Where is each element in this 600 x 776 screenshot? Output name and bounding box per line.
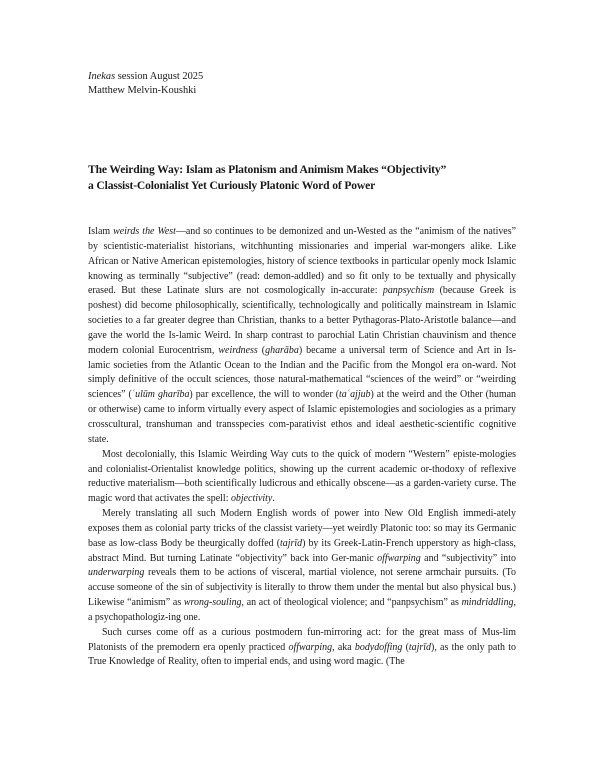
italic-term: mindriddling bbox=[461, 597, 514, 609]
text-run: and “subjectivity” into bbox=[420, 552, 516, 564]
session-line bbox=[88, 70, 203, 84]
italic-term: wrong-souling bbox=[183, 597, 242, 609]
author-name: Matthew Melvin-Koushki bbox=[88, 85, 197, 96]
text-run: ) par excellence, the will to wonder ( bbox=[189, 389, 340, 401]
paper-title bbox=[88, 162, 528, 194]
title-line-2: a Classist-Colonialist Yet Curiously Platonic Word of Power bbox=[88, 179, 376, 192]
text-run: . bbox=[272, 493, 275, 505]
text-run: , an act of theological violence; and “panpsychism” as bbox=[241, 597, 462, 609]
paragraph-2 bbox=[88, 448, 516, 507]
paragraph-3 bbox=[88, 507, 516, 626]
text-run: ) became a universal term of Science and Art in Is-lamic societies from the Atlantic Ocean to the Indian and the Pacific from the Mongol era on-ward. Not simply definitive of the occult sciences, those natural-mathematical “sciences of the weird” or “weirding sciences” ( bbox=[88, 344, 517, 401]
paragraph-4 bbox=[88, 626, 516, 671]
session-date: session August 2025 bbox=[115, 71, 204, 82]
italic-term: offwarping bbox=[377, 552, 421, 564]
paragraph-1 bbox=[88, 225, 516, 448]
text-run: Merely translating all such Modern English words of power into New Old English immedi-ately exposes them as colonial party tricks of the classist variety—yet weirdly Platonic too: so may its Germanic base as low-class Body be theurgically doffed ( bbox=[88, 508, 516, 549]
text-run: Such curses come off as a curious postmodern fun-mirroring act: for the great mass of Mus-lim Platonists of the premodern era openly practiced bbox=[88, 626, 516, 653]
text-run: ) at the weird and the Other (human or otherwise) came to inform virtually every aspect of Islamic epistemologies and sociologies as a primary crosscultural, transhuman and transspecies com-parativist ethos and ideal aesthetic-scientific cognitive state. bbox=[88, 389, 517, 445]
session-name: Inekas bbox=[88, 71, 116, 82]
text-run: ( bbox=[257, 344, 266, 356]
italic-term: bodydoffing bbox=[354, 641, 403, 653]
italic-term: weirds the West bbox=[113, 226, 176, 237]
text-run: (because Greek is poshest) did become philosophically, scientifically, technologically and politically mainstream in Islamic societies to a far greater degree than Christian, thanks to a better Pythagoras-Plato-Aristotle balance—and gave the world the Is-lamic Weird. In sharp contrast to parochial Latin Christian chauvinism and thence modern colonial Eurocentrism, bbox=[88, 285, 516, 356]
italic-term: tajrīd bbox=[280, 537, 303, 549]
body-text bbox=[88, 225, 516, 670]
italic-term: underwarping bbox=[88, 567, 145, 579]
text-run: —and so continues to be demonized and un-Wested as the “animism of the natives” by scientistic-materialist historians, witchhunting missionaries and imperial war-mongers alike. Like African or Native American epistemologies, history of science textbooks in particular openly mock Islamic knowing as terminally “subjective” (read: demon-addled) and so fit only to be textually and physically erased. But these Latinate slurs are not cosmologically in-accurate: bbox=[88, 226, 516, 297]
italic-term: tajrīd bbox=[408, 641, 432, 653]
italic-term: offwarping bbox=[288, 641, 333, 653]
text-run: reveals them to be actions of visceral, martial violence, not serene armchair pursuits. (To accuse someone of the sin of subjectivity is literally to throw them under the mental but also physical bus.) Likewise “animism” as bbox=[88, 567, 516, 609]
italic-term: weirdness bbox=[218, 344, 258, 356]
italic-term: taʿajjub bbox=[339, 389, 371, 401]
text-run: ( bbox=[402, 641, 409, 653]
text-run: , aka bbox=[332, 641, 355, 653]
text-run: , a psychopathologiz-ing one. bbox=[88, 597, 516, 623]
text-run: Islam bbox=[88, 226, 114, 237]
title-line-1: The Weirding Way: Islam as Platonism and Animism Makes “Objectivity” bbox=[88, 163, 447, 176]
text-run: Most decolonially, this Islamic Weirding Way cuts to the quick of modern “Western” episte-mologies and colonialist-Orientalist knowledge politics, showing up the current academic or-thodoxy of reflexive reductive materialism—both scientifically ludicrous and ethically obscene—as a garden-variety curse. The magic word that activates the spell: bbox=[88, 448, 516, 505]
italic-term: gharāba bbox=[265, 344, 299, 356]
session-header bbox=[88, 70, 203, 98]
text-run: ) by its Greek-Latin-French upperstory as high-class, abstract Mind. But turning Latinate “objectivity” back into Ger-manic bbox=[88, 537, 517, 564]
text-run: ), as the only path to True Knowledge of Reality, often to imperial ends, and using word magic. (The bbox=[88, 641, 516, 668]
italic-term: panpsychism bbox=[382, 285, 435, 297]
italic-term: ʿulūm gharība bbox=[131, 389, 190, 401]
italic-term: objectivity bbox=[230, 493, 273, 505]
